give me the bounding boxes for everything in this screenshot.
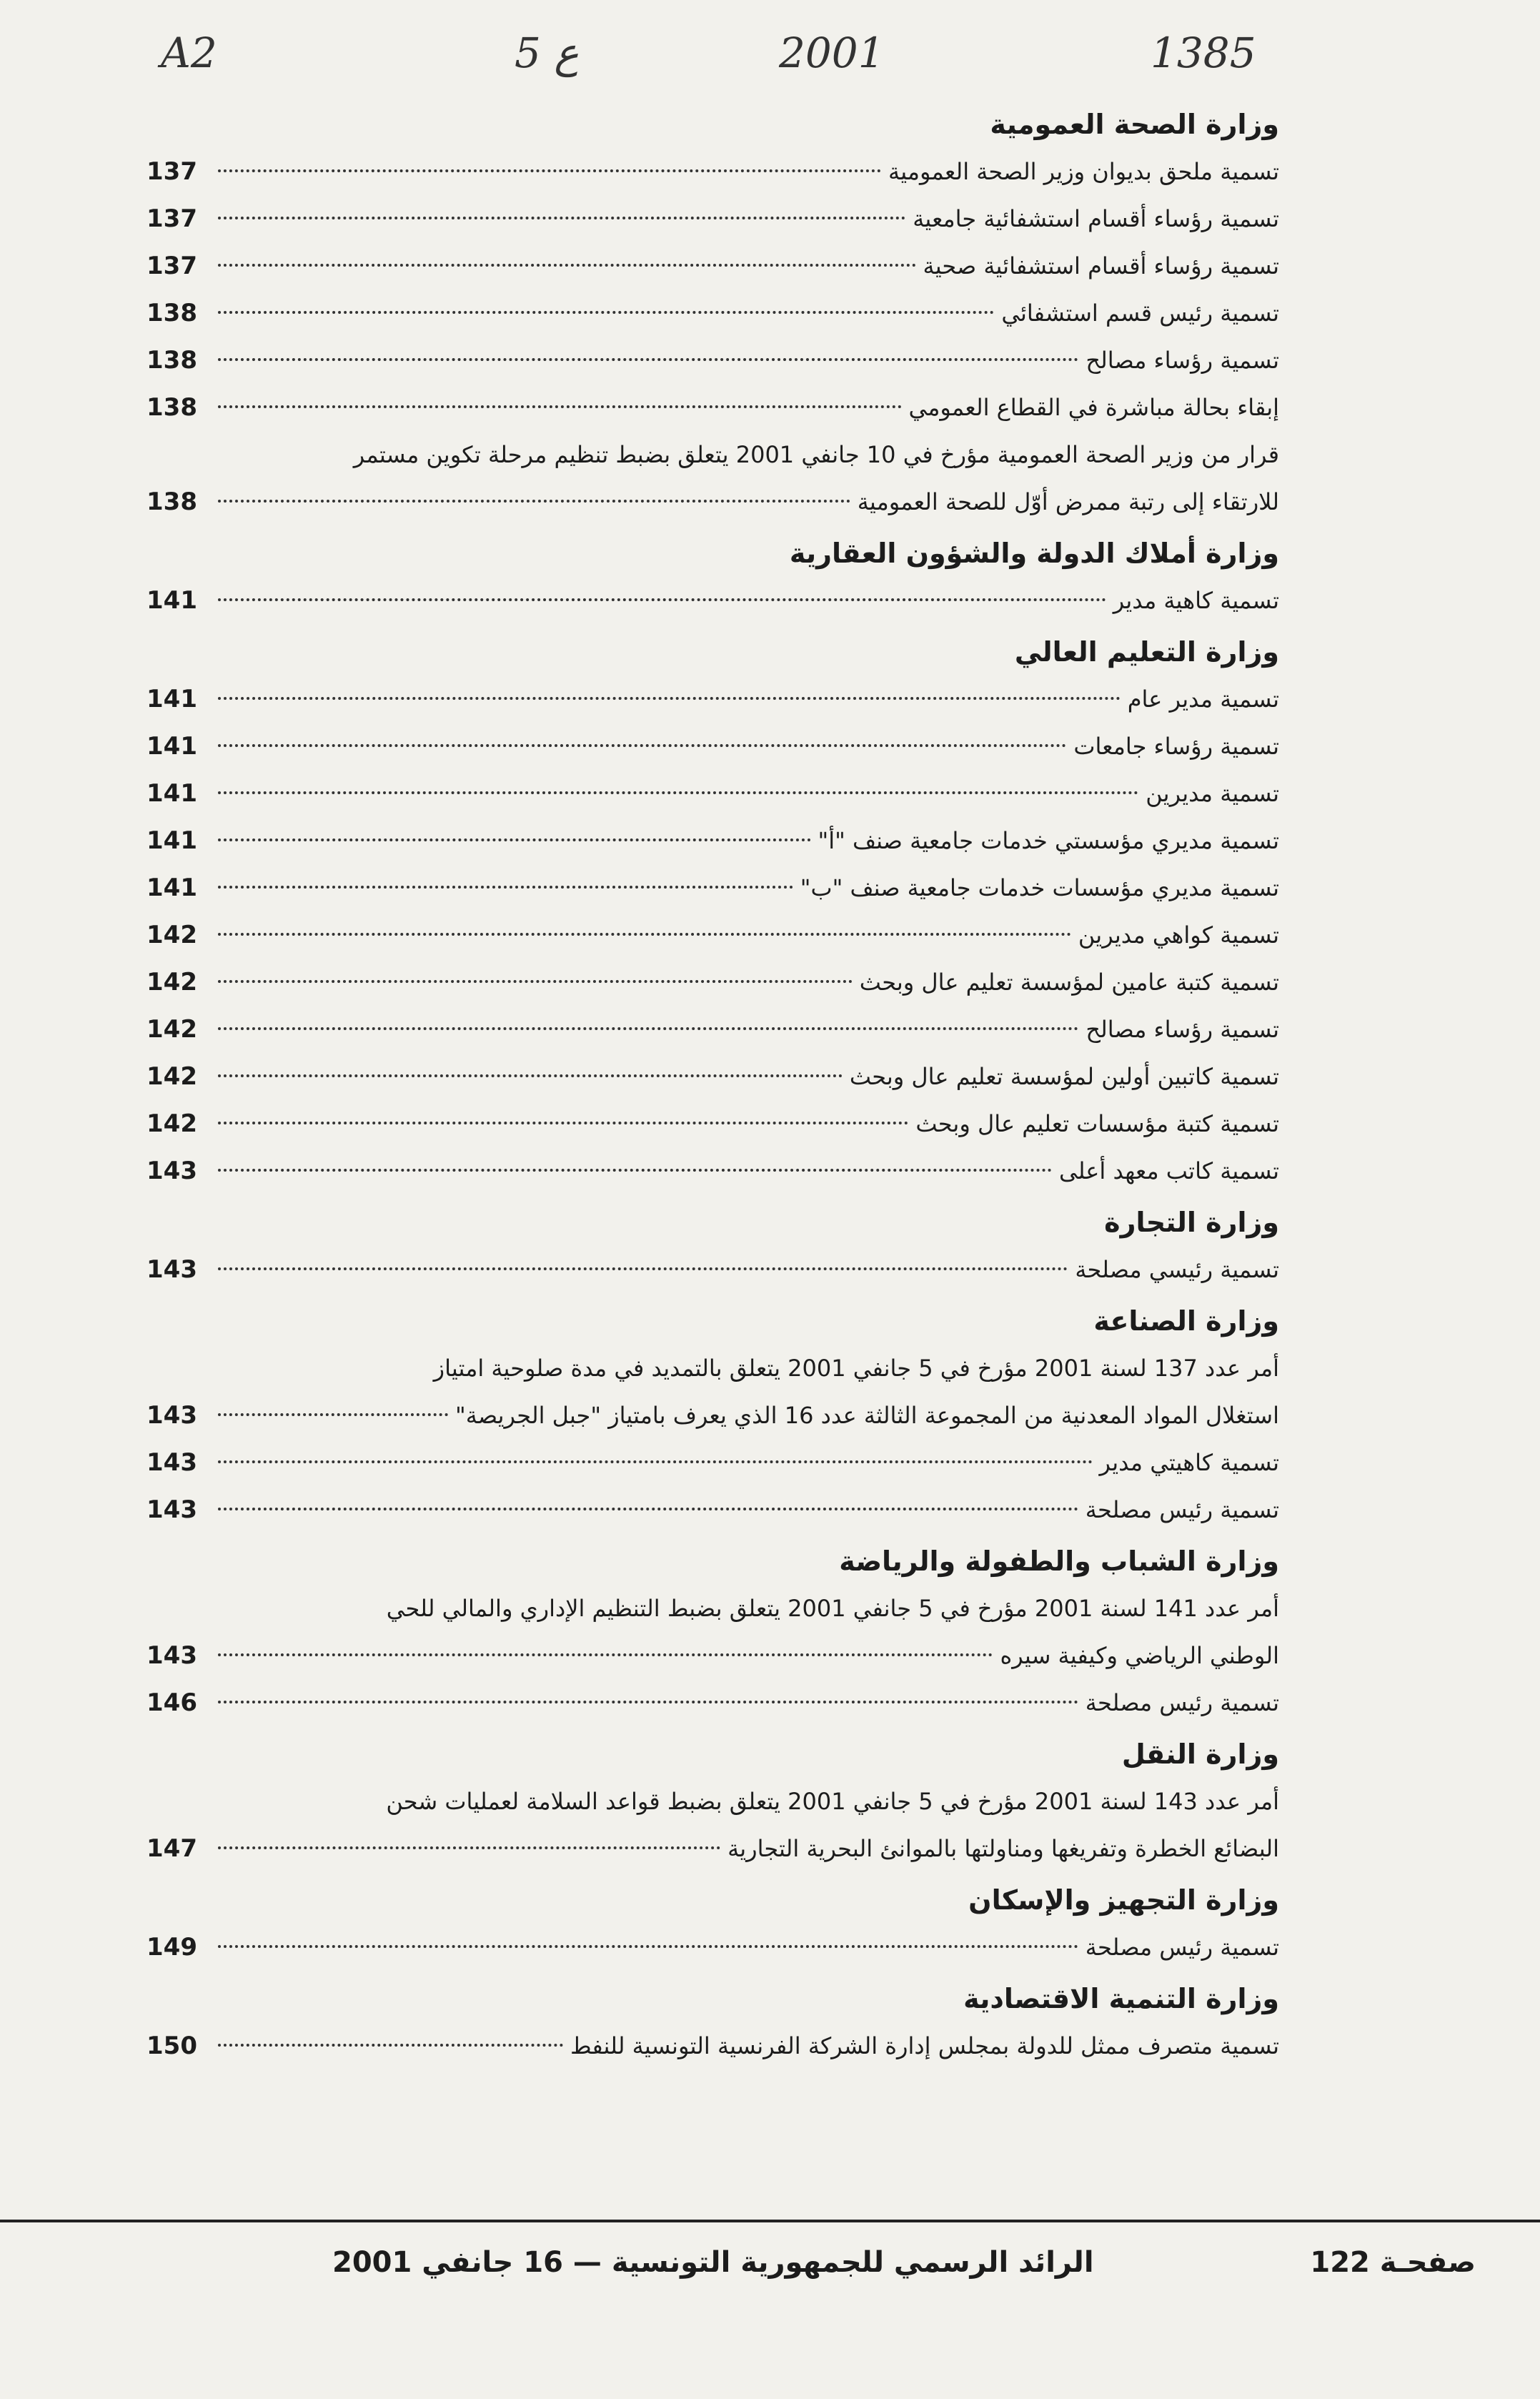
dot-leader: [218, 358, 1078, 361]
toc-entry[interactable]: [146, 577, 1279, 624]
dot-leader: [218, 744, 1066, 747]
dot-leader: [218, 405, 902, 408]
dot-leader: [218, 598, 1106, 601]
entry-text: تسمية رئيسي مصلحة: [1075, 1256, 1279, 1283]
entry-text: تسمية رؤساء جامعات: [1073, 733, 1279, 760]
ministry-title: وزارة الصحة العمومية: [990, 109, 1279, 140]
ministry-section: [146, 1194, 1279, 1293]
toc-entry[interactable]: [146, 1439, 1279, 1486]
dot-leader: [218, 1169, 1052, 1172]
entry-text: تسمية كتبة مؤسسات تعليم عال وبحث: [915, 1110, 1279, 1137]
ministry-title: وزارة الصناعة: [1093, 1305, 1279, 1337]
table-of-contents: [146, 97, 1279, 2227]
entry-text: تسمية كاتبين أولين لمؤسسة تعليم عال وبحث: [849, 1063, 1279, 1090]
entry-page-number: 143: [146, 1401, 197, 1430]
entry-page-number: 150: [146, 2032, 197, 2060]
dot-leader: [218, 2044, 563, 2047]
entry-page-number: 141: [146, 779, 197, 808]
toc-entry[interactable]: [146, 1486, 1279, 1533]
entry-text: تسمية رؤساء مصالح: [1086, 1016, 1279, 1043]
ministry-section: [146, 1872, 1279, 1971]
dot-leader: [218, 217, 905, 219]
dot-leader: [218, 1701, 1078, 1703]
entry-text: تسمية مديرين: [1146, 780, 1279, 807]
toc-entry[interactable]: [146, 1053, 1279, 1100]
ministry-section: [146, 1293, 1279, 1533]
handwritten-note: A2: [161, 29, 217, 77]
toc-entry[interactable]: [146, 1924, 1279, 1971]
dot-leader: [218, 169, 881, 172]
toc-entry[interactable]: [146, 242, 1279, 290]
dot-leader: [218, 1074, 843, 1077]
dot-leader: [218, 980, 853, 983]
entry-page-number: 142: [146, 921, 197, 949]
dot-leader: [218, 1267, 1068, 1270]
toc-entry[interactable]: [146, 384, 1279, 431]
entry-page-number: 137: [146, 252, 197, 280]
entry-text: الوطني الرياضي وكيفية سيره: [1000, 1642, 1279, 1669]
publication-title: الرائد الرسمي للجمهورية التونسية — 16 جانفي 2001: [332, 2246, 1094, 2279]
ministry-section: [146, 525, 1279, 624]
handwritten-annotations: [0, 21, 1540, 100]
entry-text: تسمية كتبة عامين لمؤسسة تعليم عال وبحث: [859, 969, 1279, 996]
entry-text: تسمية رؤساء أقسام استشفائية صحية: [923, 252, 1279, 280]
entry-last-line: [146, 1632, 1279, 1679]
ministry-title: وزارة التجارة: [1104, 1207, 1279, 1238]
dot-leader: [218, 1653, 993, 1656]
entry-text-line: أمر عدد 137 لسنة 2001 مؤرخ في 5 جانفي 2001 يتعلق بالتمديد في مدة صلوحية امتياز: [433, 1355, 1279, 1382]
dot-leader: [218, 839, 811, 841]
toc-entry[interactable]: [146, 1778, 1279, 1872]
toc-entry[interactable]: [146, 1246, 1279, 1293]
entry-page-number: 142: [146, 1062, 197, 1091]
ministry-title: وزارة الشباب والطفولة والرياضة: [839, 1545, 1279, 1577]
dot-leader: [218, 1846, 720, 1849]
page-number: صفحـة 122: [1310, 2246, 1476, 2279]
entry-page-number: 138: [146, 393, 197, 422]
dot-leader: [218, 500, 850, 503]
ministry-section: [146, 1726, 1279, 1872]
dot-leader: [218, 933, 1071, 936]
entry-page-number: 143: [146, 1448, 197, 1477]
entry-text: تسمية متصرف ممثل للدولة بمجلس إدارة الشركة الفرنسية التونسية للنفط: [570, 2032, 1279, 2059]
toc-entry[interactable]: [146, 817, 1279, 864]
entry-page-number: 143: [146, 1641, 197, 1670]
entry-text-line: أمر عدد 141 لسنة 2001 مؤرخ في 5 جانفي 2001 يتعلق بضبط التنظيم الإداري والمالي للحي: [386, 1595, 1279, 1622]
ministry-title: وزارة التجهيز والإسكان: [968, 1884, 1279, 1916]
dot-leader: [218, 1945, 1078, 1948]
entry-text: تسمية ملحق بديوان وزير الصحة العمومية: [888, 158, 1279, 185]
entry-page-number: 137: [146, 157, 197, 186]
toc-entry[interactable]: [146, 195, 1279, 242]
ministry-section: [146, 624, 1279, 1194]
entry-text: تسمية رئيس مصلحة: [1085, 1689, 1279, 1716]
entry-page-number: 147: [146, 1834, 197, 1863]
entry-last-line: [146, 1392, 1279, 1439]
toc-entry[interactable]: [146, 911, 1279, 959]
entry-text: إبقاء بحالة مباشرة في القطاع العمومي: [908, 394, 1279, 421]
ministry-section: [146, 97, 1279, 525]
toc-entry[interactable]: [146, 864, 1279, 911]
dot-leader: [218, 1460, 1093, 1463]
dot-leader: [218, 1413, 448, 1416]
entry-text: البضائع الخطرة وتفريغها ومناولتها بالموانئ البحرية التجارية: [727, 1835, 1279, 1862]
entry-text: تسمية كاتب معهد أعلى: [1059, 1157, 1279, 1184]
ministry-title: وزارة التعليم العالي: [1014, 636, 1279, 668]
entry-page-number: 141: [146, 586, 197, 615]
entry-page-number: 143: [146, 1255, 197, 1284]
entry-page-number: 142: [146, 1109, 197, 1138]
toc-entry[interactable]: [146, 1006, 1279, 1053]
entry-text-line: قرار من وزير الصحة العمومية مؤرخ في 10 جانفي 2001 يتعلق بضبط تنظيم مرحلة تكوين مستمر: [353, 441, 1279, 468]
toc-entry[interactable]: [146, 1100, 1279, 1147]
toc-entry[interactable]: [146, 1345, 1279, 1439]
page-footer: [118, 2234, 1476, 2291]
entry-text: تسمية رئيس قسم استشفائي: [1001, 300, 1279, 327]
entry-page-number: 138: [146, 299, 197, 327]
ministry-title: وزارة التنمية الاقتصادية: [963, 1983, 1279, 2014]
entry-text-line: أمر عدد 143 لسنة 2001 مؤرخ في 5 جانفي 2001 يتعلق بضبط قواعد السلامة لعمليات شحن: [386, 1788, 1279, 1815]
dot-leader: [218, 264, 916, 267]
ministry-title: وزارة أملاك الدولة والشؤون العقارية: [789, 538, 1279, 569]
toc-entry[interactable]: [146, 148, 1279, 195]
entry-page-number: 141: [146, 685, 197, 713]
entry-text: تسمية رئيس مصلحة: [1085, 1496, 1279, 1523]
entry-page-number: 138: [146, 488, 197, 516]
entry-text: للارتقاء إلى رتبة ممرض أوّل للصحة العمومية: [857, 488, 1279, 515]
toc-entry[interactable]: [146, 290, 1279, 337]
entry-text: تسمية كاهيتي مدير: [1099, 1449, 1279, 1476]
entry-text: تسمية رؤساء مصالح: [1086, 347, 1279, 374]
entry-text: استغلال المواد المعدنية من المجموعة الثالثة عدد 16 الذي يعرف بامتياز "جبل الجريصة": [455, 1402, 1279, 1429]
toc-entry[interactable]: [146, 1147, 1279, 1194]
footer-divider: [0, 2220, 1540, 2222]
toc-entry[interactable]: [146, 337, 1279, 384]
toc-entry[interactable]: [146, 959, 1279, 1006]
dot-leader: [218, 886, 793, 889]
toc-entry[interactable]: [146, 770, 1279, 817]
entry-last-line: [146, 1825, 1279, 1872]
ministry-title: وزارة النقل: [1121, 1738, 1279, 1770]
entry-page-number: 149: [146, 1933, 197, 1962]
entry-page-number: 141: [146, 732, 197, 761]
entry-text: تسمية مديري مؤسستي خدمات جامعية صنف "أ": [818, 827, 1279, 854]
entry-text: تسمية كاهية مدير: [1113, 587, 1279, 614]
entry-page-number: 137: [146, 204, 197, 233]
entry-text: تسمية رؤساء أقسام استشفائية جامعية: [913, 205, 1279, 232]
dot-leader: [218, 1122, 908, 1124]
entry-text: تسمية مدير عام: [1127, 686, 1279, 713]
handwritten-note: 2001: [779, 29, 885, 77]
entry-page-number: 146: [146, 1688, 197, 1717]
toc-entry[interactable]: [146, 723, 1279, 770]
entry-page-number: 138: [146, 346, 197, 375]
entry-page-number: 143: [146, 1495, 197, 1524]
toc-entry[interactable]: [146, 1585, 1279, 1679]
entry-text: تسمية مديري مؤسسات خدمات جامعية صنف "ب": [800, 874, 1279, 901]
toc-entry[interactable]: [146, 431, 1279, 525]
entry-page-number: 142: [146, 1015, 197, 1044]
entry-last-line: [146, 478, 1279, 525]
entry-text: تسمية رئيس مصلحة: [1085, 1934, 1279, 1961]
handwritten-note: 1385: [1151, 29, 1256, 77]
entry-page-number: 141: [146, 874, 197, 902]
entry-text: تسمية كواهي مديرين: [1078, 921, 1279, 949]
entry-page-number: 141: [146, 826, 197, 855]
handwritten-note: 5 ع: [515, 29, 579, 77]
toc-entry[interactable]: [146, 2022, 1279, 2069]
ministry-section: [146, 1533, 1279, 1726]
toc-entry[interactable]: [146, 676, 1279, 723]
dot-leader: [218, 791, 1138, 794]
entry-page-number: 142: [146, 968, 197, 996]
dot-leader: [218, 1027, 1078, 1030]
toc-entry[interactable]: [146, 1679, 1279, 1726]
dot-leader: [218, 311, 994, 314]
entry-page-number: 143: [146, 1157, 197, 1185]
dot-leader: [218, 1508, 1078, 1510]
ministry-section: [146, 1971, 1279, 2069]
dot-leader: [218, 697, 1121, 700]
